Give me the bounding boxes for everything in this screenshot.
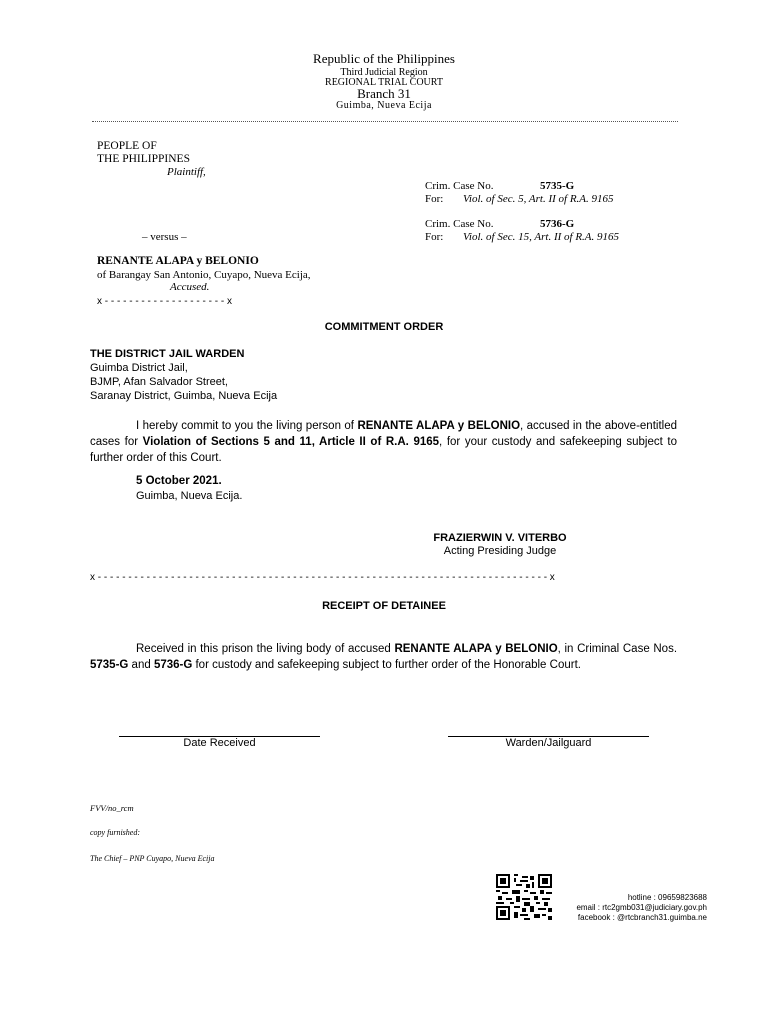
header-republic: Republic of the Philippines xyxy=(313,51,455,66)
case-2-number: 5736-G xyxy=(540,218,575,230)
caption-separator: x - - - - - - - - - - - - - - - - - - - - x xyxy=(97,296,232,307)
receipt-case-1: 5735-G xyxy=(90,659,129,671)
footer-email[interactable]: email : rtc2gmb031@judiciary.gov.ph xyxy=(576,903,707,912)
judge-name: FRAZIERWIN V. VITERBO xyxy=(433,532,567,544)
accused-name: RENANTE ALAPA y BELONIO xyxy=(97,255,259,267)
address-line3: Saranay District, Guimba, Nueva Ecija xyxy=(90,390,278,402)
accused-role: Accused. xyxy=(170,281,210,293)
date-received-label: Date Received xyxy=(183,737,256,749)
judge-title: Acting Presiding Judge xyxy=(443,545,557,557)
address-line1: Guimba District Jail, xyxy=(90,362,188,374)
receipt-title: RECEIPT OF DETAINEE xyxy=(322,600,446,612)
warden-label: Warden/Jailguard xyxy=(505,737,592,749)
accused-address: of Barangay San Antonio, Cuyapo, Nueva Ecija, xyxy=(97,269,311,281)
plaintiff-role: Plaintiff, xyxy=(167,166,206,178)
header-divider xyxy=(92,121,678,122)
order-place: Guimba, Nueva Ecija. xyxy=(136,490,243,502)
plaintiff-line2: THE PHILIPPINES xyxy=(97,153,190,165)
receipt-body-name: RENANTE ALAPA y BELONIO xyxy=(394,643,558,655)
case-2-for-label: For: xyxy=(425,231,444,243)
addressee: THE DISTRICT JAIL WARDEN xyxy=(90,348,245,360)
case-1-number: 5735-G xyxy=(540,180,575,192)
commitment-body-name: RENANTE ALAPA y BELONIO xyxy=(357,420,521,432)
commitment-body xyxy=(90,418,677,466)
case-1-label: Crim. Case No. xyxy=(425,180,494,192)
header-region: Third Judicial Region xyxy=(340,67,428,78)
case-2-label: Crim. Case No. xyxy=(425,218,494,230)
footer-facebook[interactable]: facebook : @rtcbranch31.guimba.ne xyxy=(577,913,707,922)
footer-hotline: hotline : 09659823688 xyxy=(627,893,707,902)
section-divider: x - - - - - - - - - - - - - - - - - - - - - - - - - - - - - - - - - - - - - - - - - - - - - - - - - - - - - - - - - - - - - - - - - - - - - - - - - - x xyxy=(90,572,555,583)
receipt-body-prefix: Received in this prison the living body of accused xyxy=(136,643,395,655)
commitment-body-suffix: , for your custody and safekeeping subject to further order of this Court. xyxy=(90,436,677,464)
header-location: Guimba, Nueva Ecija xyxy=(336,100,432,111)
receipt-body-mid: , in Criminal Case Nos. xyxy=(557,643,678,655)
commitment-title: COMMITMENT ORDER xyxy=(324,321,444,333)
case-2-offense: Viol. of Sec. 15, Art. II of R.A. 9165 xyxy=(463,231,620,243)
commitment-body-prefix: I hereby commit to you the living person of xyxy=(136,420,358,432)
case-1-for-label: For: xyxy=(425,193,444,205)
plaintiff-line1: PEOPLE OF xyxy=(97,140,157,152)
address-line2: BJMP, Afan Salvador Street, xyxy=(90,376,228,388)
receipt-case-2: 5736-G xyxy=(153,659,193,671)
receipt-body-suffix: for custody and safekeeping subject to further order of the Honorable Court. xyxy=(192,659,581,671)
receipt-body xyxy=(90,641,677,673)
commitment-body-mid: , accused in the above-entitled cases for xyxy=(90,420,677,448)
order-date: 5 October 2021. xyxy=(136,475,222,487)
copy-furnished-to: The Chief – PNP Cuyapo, Nueva Ecija xyxy=(90,854,215,863)
receipt-body-and: and xyxy=(128,659,154,671)
header-branch: Branch 31 xyxy=(357,86,411,101)
copy-furnished-label: copy furnished: xyxy=(90,828,140,837)
qr-code-icon xyxy=(496,874,552,920)
header-court: REGIONAL TRIAL COURT xyxy=(325,77,443,88)
versus: – versus – xyxy=(142,231,187,243)
initials: FVV/no_rcm xyxy=(90,803,134,813)
case-1-offense: Viol. of Sec. 5, Art. II of R.A. 9165 xyxy=(463,193,614,205)
commitment-body-offense: Violation of Sections 5 and 11, Article II of R.A. 9165 xyxy=(142,436,440,448)
